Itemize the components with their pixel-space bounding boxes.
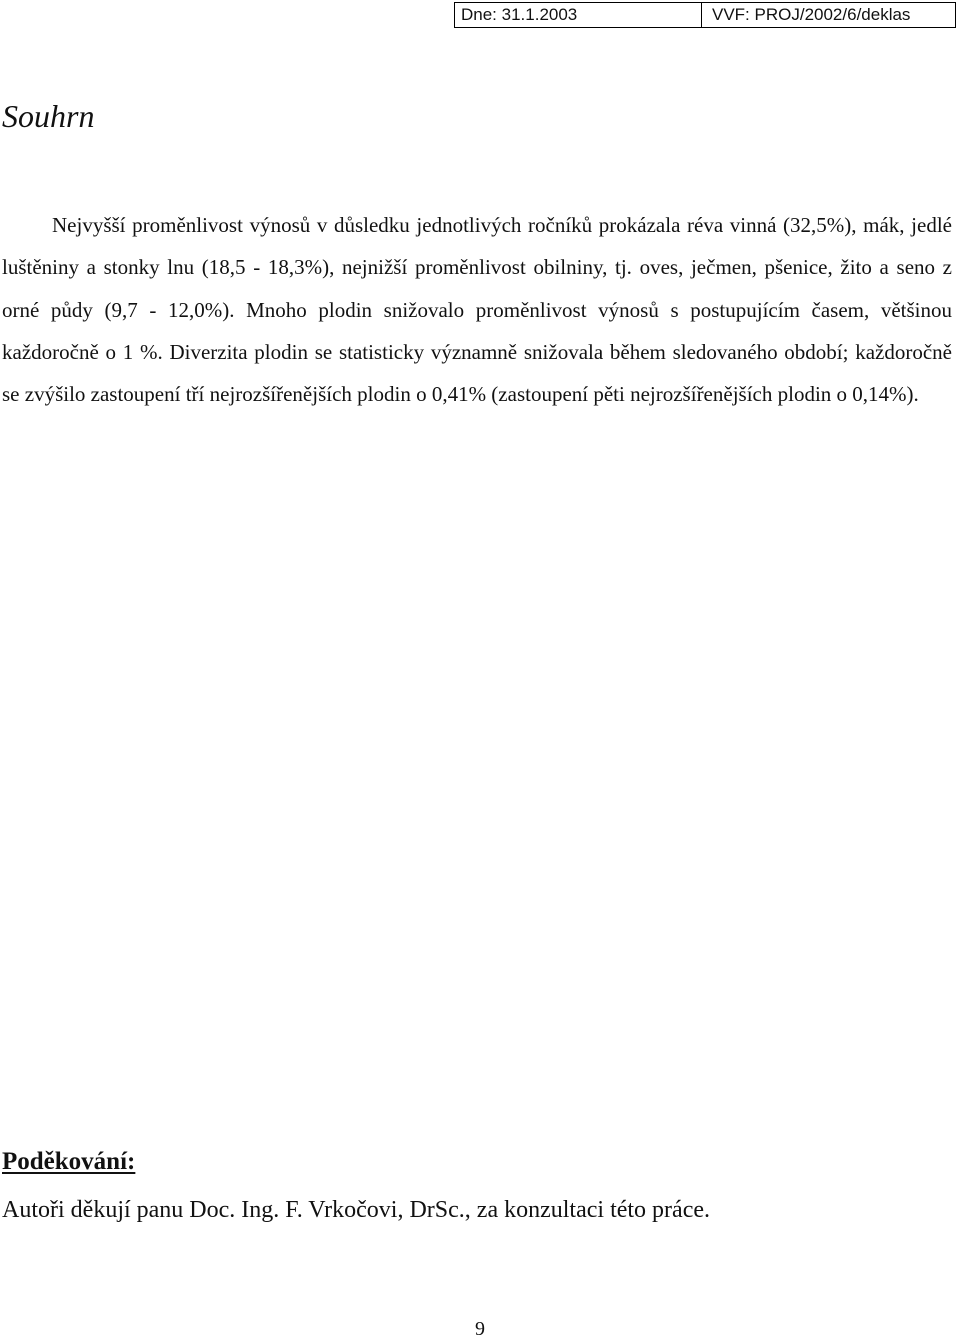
acknowledgement-text: Autoři děkují panu Doc. Ing. F. Vrkočovi, DrSc., za konzultaci této práce. bbox=[2, 1197, 710, 1223]
summary-paragraph: Nejvyšší proměnlivost výnosů v důsledku jednotlivých ročníků prokázala réva vinná (32,5%), mák, jedlé luštěniny a stonky lnu (18,5 - 18,3%), nejnižší proměnlivost obilniny, tj. oves, ječmen, pšenice, žito a seno z orné půdy (9,7 - 12,0%). Mnoho plodin snižovalo proměnlivost výnosů s postupujícím časem, většinou každoročně o 1 %. Diverzita plodin se statisticky významně snižovala během sledovaného období; každoročně se zvýšilo zastoupení tří nejrozšířenějších plodin o 0,41% (zastoupení pěti nejrozšířenějších plodin o 0,14%). bbox=[2, 213, 952, 407]
document-header bbox=[454, 2, 956, 28]
header-date: Dne: 31.1.2003 bbox=[455, 3, 702, 27]
acknowledgement-heading: Poděkování: bbox=[2, 1148, 136, 1175]
header-reference: VVF: PROJ/2002/6/deklas bbox=[712, 5, 911, 24]
page-number: 9 bbox=[475, 1318, 485, 1340]
summary-heading: Souhrn bbox=[2, 98, 95, 134]
